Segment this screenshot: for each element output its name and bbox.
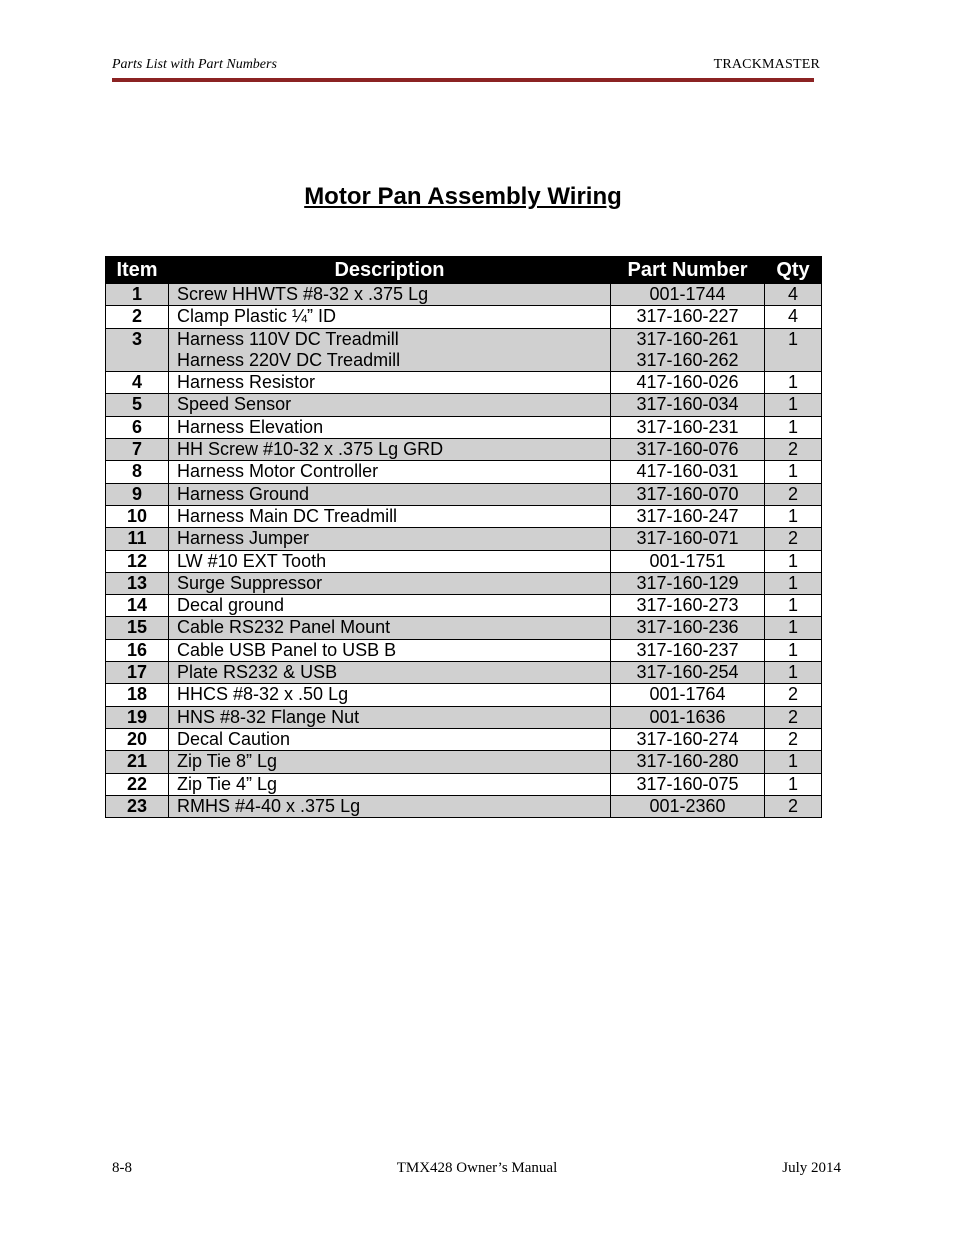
part-number-line: 317-160-254 [636,662,739,683]
table-row [106,394,822,416]
part-number-line: 317-160-262 [636,349,739,370]
item-number-cell: 14 [106,595,169,617]
qty-cell: 1 [765,461,822,483]
description-cell [169,528,611,550]
header-brand: TRACKMASTER [713,57,820,72]
column-header-part-number: Part Number [611,257,765,284]
description-cell [169,306,611,328]
qty-cell: 4 [765,284,822,306]
qty-cell: 4 [765,306,822,328]
item-number-cell: 17 [106,662,169,684]
qty-cell: 1 [765,639,822,661]
description-cell [169,505,611,527]
qty-cell: 1 [765,595,822,617]
item-number-cell: 15 [106,617,169,639]
table-row [106,416,822,438]
table-row [106,684,822,706]
item-number-cell: 10 [106,505,169,527]
description-cell [169,572,611,594]
table-header-row [106,257,822,284]
part-number-line: 317-160-076 [636,439,739,460]
item-number-cell: 1 [106,284,169,306]
description-line: Surge Suppressor [177,572,323,593]
footer-manual-title: TMX428 Owner’s Manual [396,1160,558,1176]
part-number-cell [611,306,765,328]
item-number-cell: 21 [106,751,169,773]
item-number-cell: 12 [106,550,169,572]
part-number-line: 001-1764 [649,684,726,705]
description-line: Clamp Plastic ¼” ID [177,306,337,327]
description-cell [169,328,611,372]
table-row [106,728,822,750]
qty-cell: 1 [765,372,822,394]
description-line: Harness 110V DC Treadmill [177,328,399,349]
item-number-cell: 5 [106,394,169,416]
description-line: Cable USB Panel to USB B [177,639,397,660]
part-number-cell [611,795,765,817]
part-number-cell [611,284,765,306]
part-number-line: 317-160-231 [636,416,739,437]
part-number-cell [611,728,765,750]
qty-cell: 2 [765,706,822,728]
part-number-line: 001-2360 [649,795,726,816]
description-line: LW #10 EXT Tooth [177,550,327,571]
part-number-line: 317-160-247 [636,505,739,526]
table-row [106,795,822,817]
column-header-qty: Qty [765,257,822,284]
description-cell [169,550,611,572]
qty-cell: 1 [765,550,822,572]
qty-cell: 2 [765,795,822,817]
item-number-cell: 9 [106,483,169,505]
qty-cell: 1 [765,662,822,684]
table-row [106,528,822,550]
parts-table-body [106,284,822,818]
table-row [106,284,822,306]
part-number-line: 317-160-071 [636,528,739,549]
item-number-cell: 18 [106,684,169,706]
qty-cell: 1 [765,328,822,372]
qty-cell: 1 [765,617,822,639]
qty-cell: 1 [765,394,822,416]
description-line: Decal Caution [177,728,291,749]
item-number-cell: 23 [106,795,169,817]
part-number-cell [611,684,765,706]
parts-table [105,256,822,818]
part-number-line: 417-160-026 [636,372,739,393]
description-line: Zip Tie 8” Lg [177,751,278,772]
description-line: Harness Main DC Treadmill [177,505,398,526]
description-cell [169,461,611,483]
description-line: Decal ground [177,595,285,616]
description-line: Harness Resistor [177,372,316,393]
qty-cell: 2 [765,483,822,505]
description-cell [169,751,611,773]
part-number-cell [611,617,765,639]
description-line: HH Screw #10-32 x .375 Lg GRD [177,439,444,460]
item-number-cell: 16 [106,639,169,661]
part-number-cell [611,662,765,684]
description-line: Plate RS232 & USB [177,662,338,683]
column-header-description: Description [169,257,611,284]
part-number-line: 317-160-237 [636,639,739,660]
part-number-line: 317-160-274 [636,728,739,749]
table-row [106,505,822,527]
description-cell [169,483,611,505]
description-cell [169,684,611,706]
part-number-cell [611,416,765,438]
item-number-cell: 20 [106,728,169,750]
description-line: HNS #8-32 Flange Nut [177,706,360,727]
item-number-cell: 11 [106,528,169,550]
part-number-line: 001-1636 [649,706,726,727]
part-number-cell [611,706,765,728]
qty-cell: 2 [765,684,822,706]
table-row [106,461,822,483]
table-row [106,773,822,795]
description-cell [169,416,611,438]
qty-cell: 1 [765,416,822,438]
part-number-line: 317-160-273 [636,595,739,616]
table-row [106,439,822,461]
item-number-cell: 4 [106,372,169,394]
description-line: Zip Tie 4” Lg [177,773,278,794]
part-number-cell [611,550,765,572]
table-row [106,751,822,773]
part-number-cell [611,328,765,372]
description-line: Screw HHWTS #8-32 x .375 Lg [177,284,429,304]
description-line: Harness Ground [177,483,310,504]
table-row [106,706,822,728]
header-rule [112,78,814,82]
description-cell [169,394,611,416]
part-number-line: 317-160-070 [636,483,739,504]
item-number-cell: 6 [106,416,169,438]
description-line: Harness 220V DC Treadmill [177,349,401,370]
qty-cell: 1 [765,572,822,594]
description-cell [169,372,611,394]
part-number-line: 317-160-075 [636,773,739,794]
part-number-line: 001-1744 [649,284,726,304]
table-row [106,617,822,639]
description-cell [169,595,611,617]
part-number-cell [611,751,765,773]
part-number-cell [611,483,765,505]
item-number-cell: 3 [106,328,169,372]
description-line: Harness Motor Controller [177,461,379,482]
qty-cell: 1 [765,773,822,795]
table-row [106,662,822,684]
qty-cell: 2 [765,728,822,750]
qty-cell: 1 [765,751,822,773]
description-line: Harness Elevation [177,416,324,437]
description-line: HHCS #8-32 x .50 Lg [177,684,349,705]
part-number-line: 317-160-236 [636,617,739,638]
part-number-line: 417-160-031 [636,461,739,482]
part-number-cell [611,572,765,594]
table-row [106,306,822,328]
description-cell [169,662,611,684]
description-cell [169,639,611,661]
part-number-cell [611,505,765,527]
part-number-cell [611,528,765,550]
description-cell [169,728,611,750]
footer-date: July 2014 [782,1160,841,1176]
part-number-line: 317-160-227 [636,306,739,327]
part-number-cell [611,639,765,661]
table-row [106,595,822,617]
item-number-cell: 8 [106,461,169,483]
qty-cell: 1 [765,505,822,527]
description-line: Harness Jumper [177,528,310,549]
table-row [106,550,822,572]
part-number-cell [611,773,765,795]
description-cell [169,284,611,306]
part-number-cell [611,461,765,483]
description-cell [169,773,611,795]
description-line: Cable RS232 Panel Mount [177,617,391,638]
item-number-cell: 2 [106,306,169,328]
table-row [106,372,822,394]
item-number-cell: 7 [106,439,169,461]
description-cell [169,617,611,639]
column-header-item: Item [106,257,169,284]
item-number-cell: 22 [106,773,169,795]
table-row [106,639,822,661]
part-number-line: 001-1751 [649,550,726,571]
part-number-line: 317-160-280 [636,751,739,772]
description-cell [169,706,611,728]
header-section-title: Parts List with Part Numbers [112,57,277,72]
page-title: Motor Pan Assembly Wiring [304,183,622,210]
description-line: Speed Sensor [177,394,292,415]
table-row [106,572,822,594]
description-line: RMHS #4-40 x .375 Lg [177,795,361,816]
qty-cell: 2 [765,528,822,550]
part-number-line: 317-160-034 [636,394,739,415]
description-cell [169,795,611,817]
part-number-cell [611,372,765,394]
item-number-cell: 19 [106,706,169,728]
part-number-line: 317-160-129 [636,572,739,593]
part-number-cell [611,439,765,461]
part-number-cell [611,595,765,617]
table-row [106,483,822,505]
item-number-cell: 13 [106,572,169,594]
description-cell [169,439,611,461]
footer-page-number: 8-8 [112,1160,132,1176]
table-row [106,328,822,372]
part-number-cell [611,394,765,416]
part-number-line: 317-160-261 [636,328,739,349]
qty-cell: 2 [765,439,822,461]
